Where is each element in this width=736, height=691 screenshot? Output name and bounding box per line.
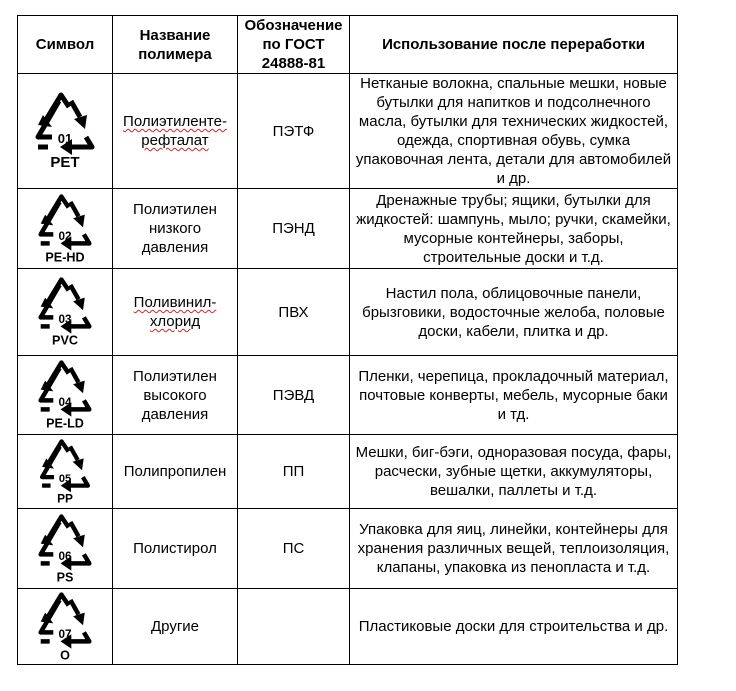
svg-text:O: O (60, 647, 70, 662)
recycle-symbol-cell (18, 189, 113, 269)
gost-code: ПЭВД (238, 356, 350, 435)
svg-text:04: 04 (58, 395, 72, 409)
gost-code (238, 589, 350, 665)
gost-code: ПЭНД (238, 189, 350, 269)
recycle-triangle-icon (18, 91, 112, 171)
usage-text-inner: Мешки, биг-бэги, одноразовая посуда, фары, расчески, зубные щетки, аккумуляторы, вешалки, паллеты и т.д. (355, 444, 672, 499)
table-row (18, 589, 678, 665)
usage-text (350, 435, 678, 509)
recycle-triangle-icon (18, 591, 112, 663)
polymer-name: Поливинил-хлорид (113, 269, 238, 356)
svg-text:07: 07 (58, 627, 72, 641)
header-gost: Обозначение по ГОСТ 24888-81 (238, 16, 350, 74)
svg-text:PET: PET (50, 154, 80, 171)
svg-text:PE-HD: PE-HD (45, 249, 85, 264)
table-row (18, 509, 678, 589)
svg-text:03: 03 (58, 312, 72, 326)
recycle-triangle-icon (18, 438, 112, 506)
plastics-table (17, 15, 678, 665)
polymer-name: Полиэтилен низкого давления (113, 189, 238, 269)
svg-text:02: 02 (58, 229, 72, 243)
recycle-triangle-icon (18, 276, 112, 348)
usage-text: Пластиковые доски для строительства и др. (350, 589, 678, 665)
recycle-symbol-cell (18, 356, 113, 435)
recycle-symbol-cell (18, 74, 113, 189)
table-row (18, 269, 678, 356)
recycle-symbol-cell (18, 589, 113, 665)
gost-code: ПЭТФ (238, 74, 350, 189)
usage-text: Нетканые волокна, спальные мешки, новые бутылки для напитков и подсолнечного масла, бутылки для технических жидкостей, одежда, спортивная обувь, сумка упаковочная лента, детали для автомобилей и др. (350, 74, 678, 189)
gost-code: ПВХ (238, 269, 350, 356)
recycle-symbol-cell (18, 509, 113, 589)
table-row (18, 435, 678, 509)
gost-code: ПП (238, 435, 350, 509)
polymer-name: Полистирол (113, 509, 238, 589)
svg-text:PE-LD: PE-LD (46, 416, 84, 431)
gost-code: ПС (238, 509, 350, 589)
header-symbol: Символ (18, 16, 113, 74)
recycle-triangle-icon (18, 359, 112, 431)
svg-text:06: 06 (58, 549, 72, 563)
usage-text: Дренажные трубы; ящики, бутылки для жидкостей: шампунь, мыло; ручки, скамейки, мусорные контейнеры, заборы, строительные доски и т.д. (350, 189, 678, 269)
table-row (18, 189, 678, 269)
usage-text: Настил пола, облицовочные панели, брызговики, водосточные желоба, половые доски, кабели, плитка и др. (350, 269, 678, 356)
svg-text:PP: PP (57, 491, 73, 506)
polymer-name: Полиэтиленте-рефталат (113, 74, 238, 189)
usage-text: Пленки, черепица, прокладочный материал, почтовые конверты, мебель, мусорные баки и тд. (350, 356, 678, 435)
polymer-name: Полипропилен (113, 435, 238, 509)
recycle-triangle-icon (18, 513, 112, 585)
header-name: Название полимера (113, 16, 238, 74)
recycle-triangle-icon (18, 193, 112, 265)
svg-text:01: 01 (57, 131, 73, 146)
table-row (18, 356, 678, 435)
usage-text: Упаковка для яиц, линейки, контейнеры для хранения различных вещей, теплоизоляция, клапаны, упаковка из пенопласта и т.д. (350, 509, 678, 589)
recycle-symbol-cell (18, 435, 113, 509)
recycle-symbol-cell (18, 269, 113, 356)
header-row (18, 16, 678, 74)
svg-text:05: 05 (58, 472, 72, 485)
svg-text:PS: PS (56, 569, 74, 584)
header-usage: Использование после переработки (350, 16, 678, 74)
svg-text:PVC: PVC (52, 333, 78, 348)
polymer-name: Полиэтилен высокого давления (113, 356, 238, 435)
polymer-name: Другие (113, 589, 238, 665)
table-row (18, 74, 678, 189)
